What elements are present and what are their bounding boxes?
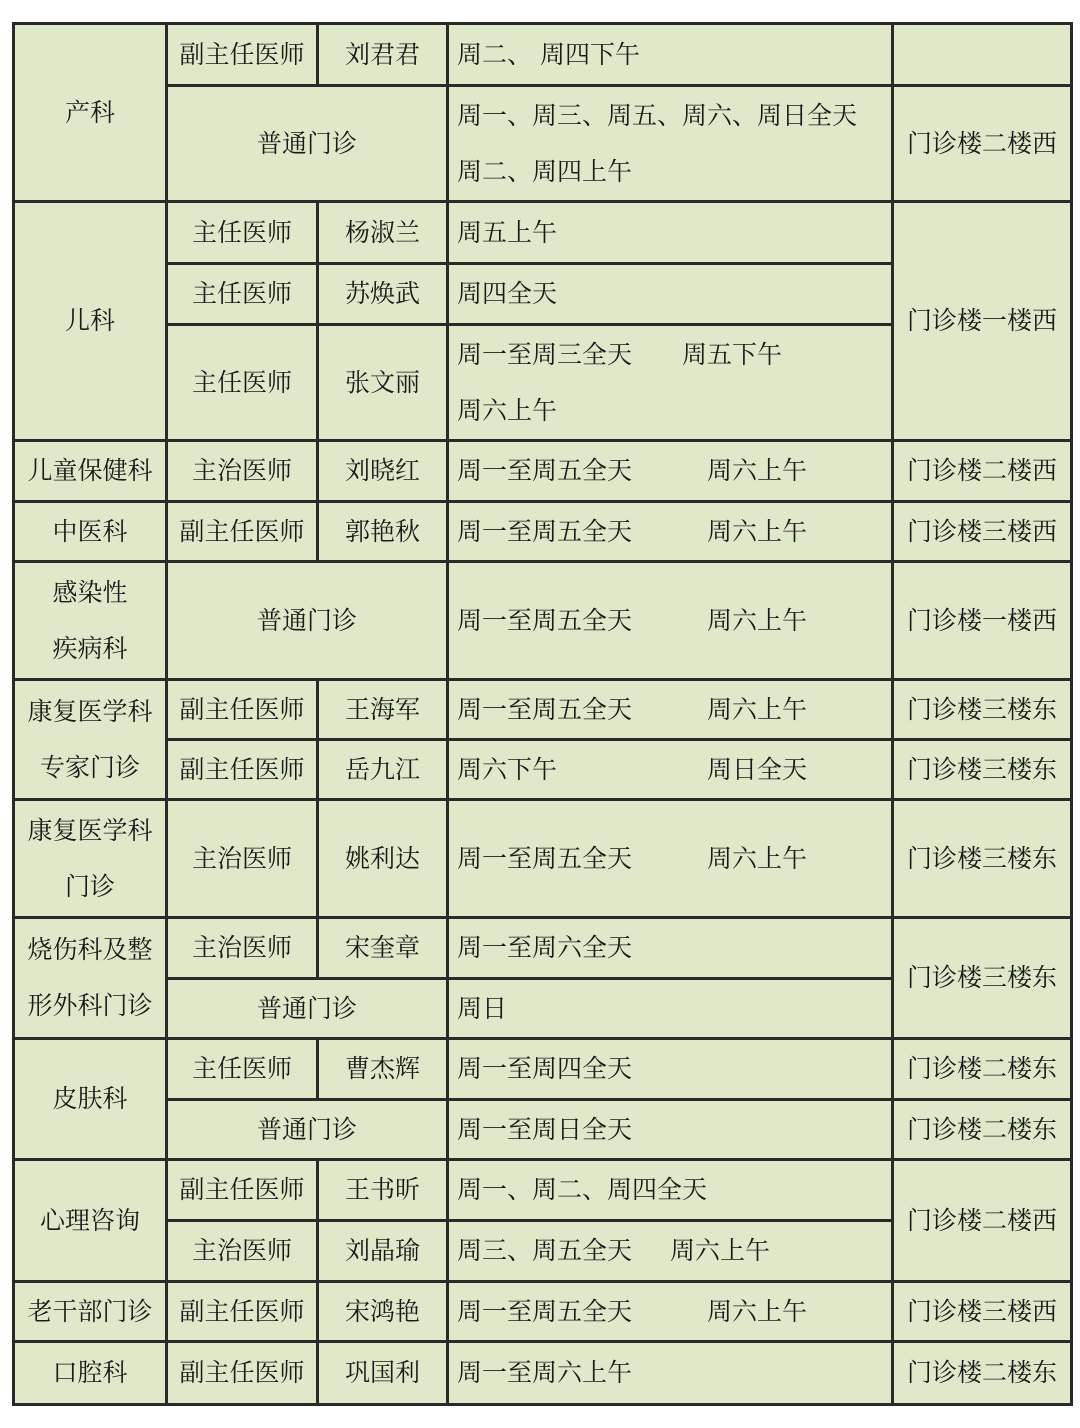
- location-cell: 门诊楼一楼西: [893, 202, 1072, 441]
- title-cell: 主任医师: [167, 325, 318, 441]
- schedule-cell: 周一至周四全天: [448, 1039, 893, 1100]
- schedule-part: 周六下午: [457, 754, 558, 784]
- dept-cell: [14, 680, 167, 800]
- schedule-cell: [448, 1221, 893, 1282]
- schedule-cell: [448, 325, 893, 441]
- location-cell: 门诊楼二楼西: [893, 441, 1072, 502]
- schedule-cell: [448, 680, 893, 740]
- table-row: [14, 24, 1072, 86]
- table-row: [14, 1282, 1072, 1342]
- schedule-part: 周六上午: [670, 1236, 771, 1265]
- doctor-cell: 岳九江: [318, 740, 448, 800]
- schedule-cell: 周一至周六全天: [448, 918, 893, 979]
- doctor-cell: 王书昕: [318, 1160, 448, 1221]
- doctor-cell: 刘晓红: [318, 441, 448, 502]
- schedule-cell: 周一至周六上午: [448, 1342, 893, 1405]
- dept-cell: 心理咨询: [14, 1160, 167, 1282]
- schedule-cell: [448, 1282, 893, 1342]
- dept-line: 门诊: [64, 871, 115, 901]
- schedule-cell: [448, 562, 893, 680]
- title-cell: 副主任医师: [167, 1342, 318, 1405]
- location-cell: 门诊楼三楼东: [893, 680, 1072, 740]
- dept-cell: 老干部门诊: [14, 1282, 167, 1342]
- doctor-cell: 宋奎章: [318, 918, 448, 979]
- title-cell: 副主任医师: [167, 24, 318, 86]
- location-cell: 门诊楼二楼西: [893, 86, 1072, 202]
- title-cell: 副主任医师: [167, 740, 318, 800]
- schedule-part: 周日全天: [707, 754, 808, 784]
- doctor-cell: 巩国利: [318, 1342, 448, 1405]
- schedule-part: 周一至周五全天: [457, 843, 633, 873]
- schedule-part: 周六上午: [707, 843, 808, 873]
- table-row: [14, 562, 1072, 680]
- title-cell: 副主任医师: [167, 502, 318, 562]
- dept-cell: [14, 918, 167, 1039]
- location-cell: 门诊楼二楼东: [893, 1342, 1072, 1405]
- schedule-cell: 周日: [448, 979, 893, 1039]
- doctor-cell: 刘君君: [318, 24, 448, 86]
- location-cell: 门诊楼三楼西: [893, 1282, 1072, 1342]
- general-clinic-cell: 普通门诊: [167, 562, 448, 680]
- table-row: [14, 918, 1072, 979]
- doctor-cell: 苏焕武: [318, 264, 448, 325]
- location-cell: 门诊楼三楼东: [893, 800, 1072, 918]
- schedule-part: 周六上午: [707, 605, 808, 635]
- title-cell: 主任医师: [167, 202, 318, 264]
- doctor-cell: 王海军: [318, 680, 448, 740]
- schedule-part: 周一至周五全天: [457, 694, 633, 724]
- schedule-part: 周五下午: [682, 339, 783, 369]
- doctor-cell: 郭艳秋: [318, 502, 448, 562]
- schedule-part: 周一至周三全天: [457, 339, 633, 369]
- schedule-part: 周一至周五全天: [457, 456, 633, 485]
- location-cell: 门诊楼三楼东: [893, 740, 1072, 800]
- title-cell: 主治医师: [167, 1221, 318, 1282]
- dept-line: 康复医学科: [27, 815, 153, 845]
- dept-cell: 儿科: [14, 202, 167, 441]
- dept-line: 烧伤科及整: [27, 935, 153, 964]
- schedule-cell: 周二、 周四下午: [448, 24, 893, 86]
- dept-line: 疾病科: [52, 633, 128, 663]
- title-cell: 副主任医师: [167, 1282, 318, 1342]
- table-row: [14, 86, 1072, 202]
- doctor-cell: 宋鸿艳: [318, 1282, 448, 1342]
- schedule-part: 周六上午: [707, 456, 808, 485]
- dept-line: 专家门诊: [39, 752, 140, 782]
- schedule-table-wrapper: [12, 22, 1070, 1406]
- title-cell: 主任医师: [167, 1039, 318, 1100]
- dept-cell: 皮肤科: [14, 1039, 167, 1160]
- location-cell: 门诊楼一楼西: [893, 562, 1072, 680]
- title-cell: 副主任医师: [167, 1160, 318, 1221]
- schedule-part: 周六上午: [707, 516, 808, 546]
- schedule-cell: [448, 441, 893, 502]
- schedule-part: 周三、周五全天: [457, 1236, 633, 1265]
- location-cell: 门诊楼三楼东: [893, 918, 1072, 1039]
- title-cell: 主治医师: [167, 800, 318, 918]
- schedule-part: 周一至周五全天: [457, 605, 633, 635]
- doctor-cell: 杨淑兰: [318, 202, 448, 264]
- table-row: [14, 202, 1072, 264]
- location-cell: 门诊楼二楼西: [893, 1160, 1072, 1282]
- schedule-line: 周六上午: [457, 395, 558, 425]
- table-row: [14, 1100, 1072, 1160]
- doctor-cell: 曹杰辉: [318, 1039, 448, 1100]
- clinic-schedule-table: [12, 22, 1073, 1406]
- schedule-cell: [448, 740, 893, 800]
- schedule-cell: 周四全天: [448, 264, 893, 325]
- schedule-line: [457, 327, 891, 383]
- title-cell: 主治医师: [167, 918, 318, 979]
- table-row: [14, 1160, 1072, 1221]
- table-row: [14, 1342, 1072, 1405]
- table-row: [14, 1039, 1072, 1100]
- schedule-cell: 周五上午: [448, 202, 893, 264]
- location-cell: 门诊楼二楼东: [893, 1100, 1072, 1160]
- title-cell: 主治医师: [167, 441, 318, 502]
- general-clinic-cell: 普通门诊: [167, 86, 448, 202]
- dept-cell: 产科: [14, 24, 167, 202]
- table-row: [14, 740, 1072, 800]
- schedule-cell: [448, 86, 893, 202]
- title-cell: 主任医师: [167, 264, 318, 325]
- doctor-cell: 姚利达: [318, 800, 448, 918]
- dept-line: 感染性: [52, 577, 128, 607]
- schedule-part: 周一至周五全天: [457, 516, 633, 546]
- table-row: [14, 800, 1072, 918]
- table-row: [14, 680, 1072, 740]
- location-cell: 门诊楼三楼西: [893, 502, 1072, 562]
- location-cell: [893, 24, 1072, 86]
- schedule-line: 周一、周三、周五、周六、周日全天: [457, 100, 858, 130]
- schedule-part: 周六上午: [707, 694, 808, 724]
- general-clinic-cell: 普通门诊: [167, 979, 448, 1039]
- dept-cell: 儿童保健科: [14, 441, 167, 502]
- dept-cell: 中医科: [14, 502, 167, 562]
- dept-cell: [14, 562, 167, 680]
- dept-cell: [14, 800, 167, 918]
- schedule-line: 周二、周四上午: [457, 156, 633, 186]
- table-row: [14, 502, 1072, 562]
- general-clinic-cell: 普通门诊: [167, 1100, 448, 1160]
- location-cell: 门诊楼二楼东: [893, 1039, 1072, 1100]
- schedule-cell: 周一至周日全天: [448, 1100, 893, 1160]
- dept-line: 康复医学科: [27, 696, 153, 726]
- doctor-cell: 张文丽: [318, 325, 448, 441]
- schedule-part: 周六上午: [707, 1296, 808, 1326]
- title-cell: 副主任医师: [167, 680, 318, 740]
- schedule-cell: [448, 800, 893, 918]
- schedule-cell: 周一、周二、周四全天: [448, 1160, 893, 1221]
- dept-cell: 口腔科: [14, 1342, 167, 1405]
- schedule-part: 周一至周五全天: [457, 1296, 633, 1326]
- schedule-cell: [448, 502, 893, 562]
- table-row: [14, 441, 1072, 502]
- doctor-cell: 刘晶瑜: [318, 1221, 448, 1282]
- dept-line: 形外科门诊: [27, 991, 153, 1020]
